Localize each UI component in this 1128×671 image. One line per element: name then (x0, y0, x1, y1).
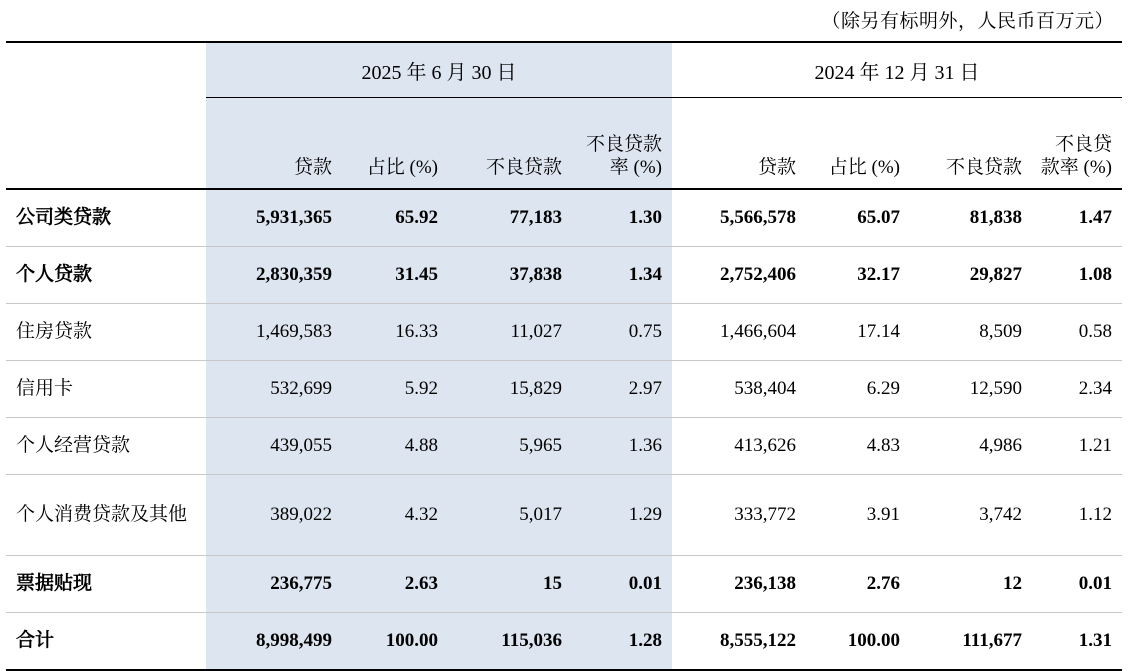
row-cell: 8,998,499 (206, 613, 342, 671)
row-label: 个人经营贷款 (6, 418, 206, 475)
row-label: 合计 (6, 613, 206, 671)
row-cell: 17.14 (806, 304, 910, 361)
row-cell: 1.47 (1032, 189, 1122, 247)
row-label: 个人消费贷款及其他 (6, 475, 206, 556)
row-cell: 1,469,583 (206, 304, 342, 361)
row-cell: 111,677 (910, 613, 1032, 671)
table-row (6, 475, 1122, 556)
row-cell: 0.75 (572, 304, 672, 361)
row-cell: 77,183 (448, 189, 572, 247)
row-cell: 100.00 (342, 613, 448, 671)
row-cell: 4.83 (806, 418, 910, 475)
row-cell: 16.33 (342, 304, 448, 361)
row-cell: 5,017 (448, 475, 572, 556)
row-cell: 100.00 (806, 613, 910, 671)
row-cell: 2,830,359 (206, 247, 342, 304)
table-body (6, 189, 1122, 670)
header-col-loans-2025: 贷款 (206, 98, 342, 190)
row-cell: 65.07 (806, 189, 910, 247)
row-cell: 32.17 (806, 247, 910, 304)
row-cell: 6.29 (806, 361, 910, 418)
row-cell: 115,036 (448, 613, 572, 671)
row-label: 公司类贷款 (6, 189, 206, 247)
table-row (6, 304, 1122, 361)
row-cell: 2.97 (572, 361, 672, 418)
row-cell: 5,566,578 (672, 189, 806, 247)
row-cell: 1,466,604 (672, 304, 806, 361)
row-cell: 1.31 (1032, 613, 1122, 671)
loan-quality-table (6, 41, 1122, 671)
row-cell: 1.21 (1032, 418, 1122, 475)
row-cell: 15 (448, 556, 572, 613)
row-cell: 2,752,406 (672, 247, 806, 304)
row-cell: 389,022 (206, 475, 342, 556)
header-col-npl-2024: 不良贷款 (910, 98, 1032, 190)
row-cell: 413,626 (672, 418, 806, 475)
row-cell: 1.29 (572, 475, 672, 556)
row-cell: 5,931,365 (206, 189, 342, 247)
row-cell: 29,827 (910, 247, 1032, 304)
row-cell: 11,027 (448, 304, 572, 361)
row-cell: 2.34 (1032, 361, 1122, 418)
header-col-share-2024: 占比 (%) (806, 98, 910, 190)
row-cell: 4.88 (342, 418, 448, 475)
row-cell: 1.12 (1032, 475, 1122, 556)
row-cell: 3.91 (806, 475, 910, 556)
header-col-nplratio-2025: 不良贷款率 (%) (572, 98, 672, 190)
row-cell: 12 (910, 556, 1032, 613)
header-corner-cell (6, 42, 206, 98)
header-columns-row (6, 98, 1122, 190)
unit-note: （除另有标明外，人民币百万元） (821, 11, 1114, 32)
header-period-row (6, 42, 1122, 98)
row-cell: 236,775 (206, 556, 342, 613)
row-cell: 4,986 (910, 418, 1032, 475)
row-cell: 65.92 (342, 189, 448, 247)
row-cell: 15,829 (448, 361, 572, 418)
row-cell: 0.01 (1032, 556, 1122, 613)
header-col-loans-2024: 贷款 (672, 98, 806, 190)
table-row (6, 247, 1122, 304)
header-col-nplratio-2024: 不良贷款率 (%) (1032, 98, 1122, 190)
row-cell: 2.63 (342, 556, 448, 613)
row-cell: 8,509 (910, 304, 1032, 361)
table-header (6, 42, 1122, 189)
header-col-share-2025: 占比 (%) (342, 98, 448, 190)
row-label: 信用卡 (6, 361, 206, 418)
header-row-label-cell (6, 98, 206, 190)
row-cell: 81,838 (910, 189, 1032, 247)
row-cell: 538,404 (672, 361, 806, 418)
table-row-total (6, 613, 1122, 671)
row-label: 个人贷款 (6, 247, 206, 304)
row-label: 票据贴现 (6, 556, 206, 613)
row-cell: 5.92 (342, 361, 448, 418)
header-period-2025: 2025 年 6 月 30 日 (206, 42, 672, 98)
row-cell: 12,590 (910, 361, 1032, 418)
row-cell: 439,055 (206, 418, 342, 475)
table-row (6, 189, 1122, 247)
header-period-2024: 2024 年 12 月 31 日 (672, 42, 1122, 98)
row-cell: 1.36 (572, 418, 672, 475)
row-cell: 0.01 (572, 556, 672, 613)
row-cell: 1.34 (572, 247, 672, 304)
header-col-npl-2025: 不良贷款 (448, 98, 572, 190)
row-cell: 5,965 (448, 418, 572, 475)
row-cell: 31.45 (342, 247, 448, 304)
table-row (6, 556, 1122, 613)
row-cell: 2.76 (806, 556, 910, 613)
row-label: 住房贷款 (6, 304, 206, 361)
row-cell: 8,555,122 (672, 613, 806, 671)
row-cell: 333,772 (672, 475, 806, 556)
row-cell: 37,838 (448, 247, 572, 304)
row-cell: 4.32 (342, 475, 448, 556)
row-cell: 1.30 (572, 189, 672, 247)
row-cell: 1.08 (1032, 247, 1122, 304)
row-cell: 532,699 (206, 361, 342, 418)
row-cell: 0.58 (1032, 304, 1122, 361)
table-row (6, 418, 1122, 475)
row-cell: 236,138 (672, 556, 806, 613)
table-row (6, 361, 1122, 418)
row-cell: 1.28 (572, 613, 672, 671)
row-cell: 3,742 (910, 475, 1032, 556)
